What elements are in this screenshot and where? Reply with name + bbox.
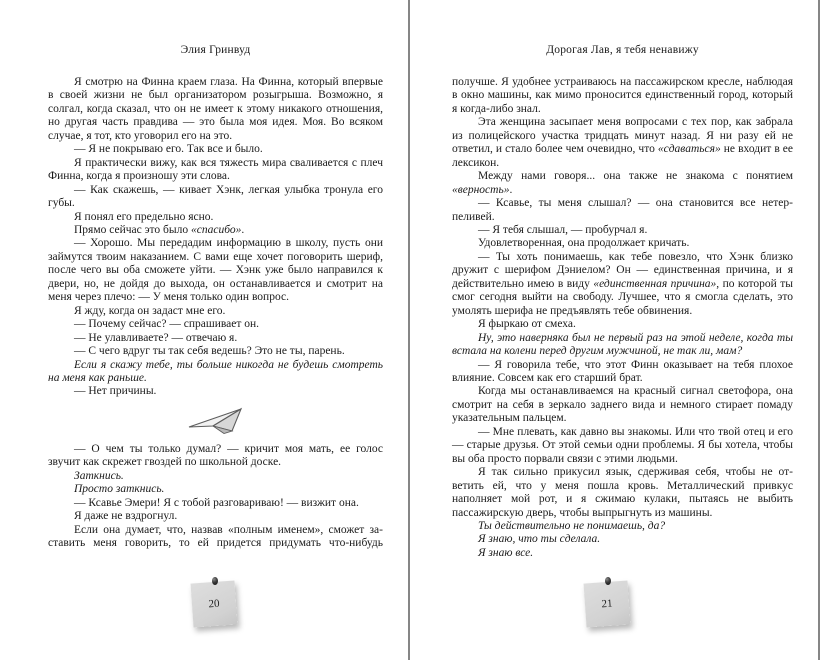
paragraph: — Нет причины. — [74, 385, 157, 398]
paragraph: — Почему сейчас? — спрашивает он. — [74, 318, 260, 331]
paper-airplane-icon — [187, 406, 245, 436]
paragraph: Я практически вижу, как вся тяжесть мира сваливается с плеч Финна, когда я произношу эти слова. — [48, 156, 383, 183]
paragraph: Если я скажу тебе, ты больше никогда не будешь смотреть на меня как раньше. — [48, 358, 383, 384]
page-right-inner — [410, 0, 818, 560]
paragraph: Заткнись. — [74, 469, 124, 482]
section-divider — [48, 400, 383, 442]
paragraph: Я знаю все. — [478, 546, 534, 559]
page-left-inner — [0, 0, 408, 551]
paragraph: — Как скажешь, — кивает Хэнк, легкая улыбка тронула его губы. — [48, 183, 383, 210]
paragraph: — О чем ты только думал? — кричит моя мать, ее голос звучит как скрежет гвоздей по школьной доске. — [48, 442, 383, 469]
paragraph: — Ксавье Эмери! Я с тобой разговариваю! — визжит она. — [74, 496, 359, 509]
page-right-body — [452, 76, 793, 560]
page-left-body — [48, 76, 383, 551]
paragraph: Прямо сейчас это было «спасибо». — [74, 223, 245, 236]
paragraph: Ну, это наверняка был не первый раз на этой неделе, когда ты встала на колени перед другим мужчиной, не так ли, мам? — [452, 331, 793, 358]
paragraph: получше. Я удобнее устраиваюсь на пассажирском кресле, наблюдая в окно машины, как мимо проносится единственный город, который я когда-либо знал. — [452, 76, 793, 115]
running-head-title: Дорогая Лав, я тебя ненавижу — [546, 44, 699, 56]
paragraph: Между нами говоря... она также не знакома с понятием «верность». — [452, 170, 793, 196]
paragraph: Я смотрю на Финна краем глаза. На Финна, который впервые в своей жизни не был организатором розыгрыша. Возможно, я солгал, когда сказал, что он не имеет к этому никакого отношения, но другая часть правдива — это была моя идея. Моя. Во всяком случае, я тот, кто уговорил его на это. — [48, 76, 383, 142]
running-head-author: Элия Гринвуд — [180, 44, 251, 56]
page-number-note — [585, 582, 631, 628]
paragraph: Я знаю, что ты сделала. — [478, 533, 601, 546]
paragraph: — Ты хоть понимаешь, как тебе повезло, что Хэнк близко дружит с шерифом Дэниелом? Он — единственная причина, и я действительно имею в виду «единственная причина», по которой ты смог сегодня выйти на свободу. Лучшее, что я смогла сделать, это умолять шерифа не предъявлять тебе обвинения. — [452, 250, 793, 317]
paragraph: Я даже не вздрогнул. — [74, 510, 178, 523]
page-number-note — [192, 582, 238, 628]
pin-icon — [212, 577, 218, 585]
page-number: 21 — [601, 597, 613, 611]
paragraph: — Не улавливаете? — отвечаю я. — [74, 331, 238, 344]
paragraph: Я жду, когда он задаст мне его. — [74, 304, 226, 317]
sticky-note — [584, 581, 631, 628]
paragraph: Я фыркаю от смеха. — [478, 318, 576, 331]
paragraph: Просто заткнись. — [74, 483, 165, 496]
paragraph: Эта женщина засыпает меня вопросами с тех пор, как забрала из полицейского участка тридцать минут назад. Я ни разу ей не ответил, и стало более чем очевидно, что «сдаваться» не входит в ее лексикон. — [452, 116, 794, 169]
paragraph: — Хорошо. Мы передадим информацию в школу, пусть они займутся твоим наказанием. С вами еще хочет поговорить шериф, после чего вы оба сможете уйти. — Хэнк уже было направился к двери, но, не дойдя до выхода, он останавливается и смотрит на меня через плечо: — У меня только один вопрос. — [48, 237, 383, 304]
paragraph: Я понял его предельно ясно. — [74, 210, 214, 223]
paragraph: Если она думает, что, назвав «полным именем», сможет заставить меня говорить, то ей придется придумать что-нибудь — [48, 523, 383, 550]
sticky-note — [191, 581, 238, 628]
paragraph: — Ксавье, ты меня слышал? — она становится все нетерпеливей. — [452, 197, 793, 223]
page-right — [410, 0, 820, 660]
page-number: 20 — [208, 597, 220, 611]
paragraph: Когда мы останавливаемся на красный сигнал светофора, она смотрит на себя в зеркало заднего вида и немного стирает помаду указательным пальцем. — [452, 385, 793, 425]
paragraph: Удовлетворенная, она продолжает кричать. — [478, 237, 690, 250]
paragraph: — С чего вдруг ты так себя ведешь? Это не ты, парень. — [74, 345, 345, 358]
paragraph: — Я не покрываю его. Так все и было. — [74, 143, 263, 156]
paragraph: — Мне плевать, как давно вы знакомы. Или что твой отец и его — старые друзья. От этой семьи одни проблемы. Я бы хотела, чтобы вы оба просто порвали связи с этими людьми. — [452, 425, 793, 465]
pin-icon — [605, 577, 611, 585]
paragraph: Ты действительно не понимаешь, да? — [478, 519, 666, 532]
paragraph: Я так сильно прикусил язык, сдерживая себя, чтобы не ответить ей, что у меня пошла кровь. Металлический привкус наполняет мой рот, и я сжимаю кулаки, пытаясь не выбить пассажирскую дверь, чтобы выпрыгнуть из машины. — [452, 466, 793, 519]
paragraph: — Я тебя слышал, — пробурчал я. — [478, 223, 648, 236]
paragraph: — Я говорила тебе, что этот Финн оказывает на тебя плохое влияние. Совсем как его старший брат. — [452, 358, 793, 384]
